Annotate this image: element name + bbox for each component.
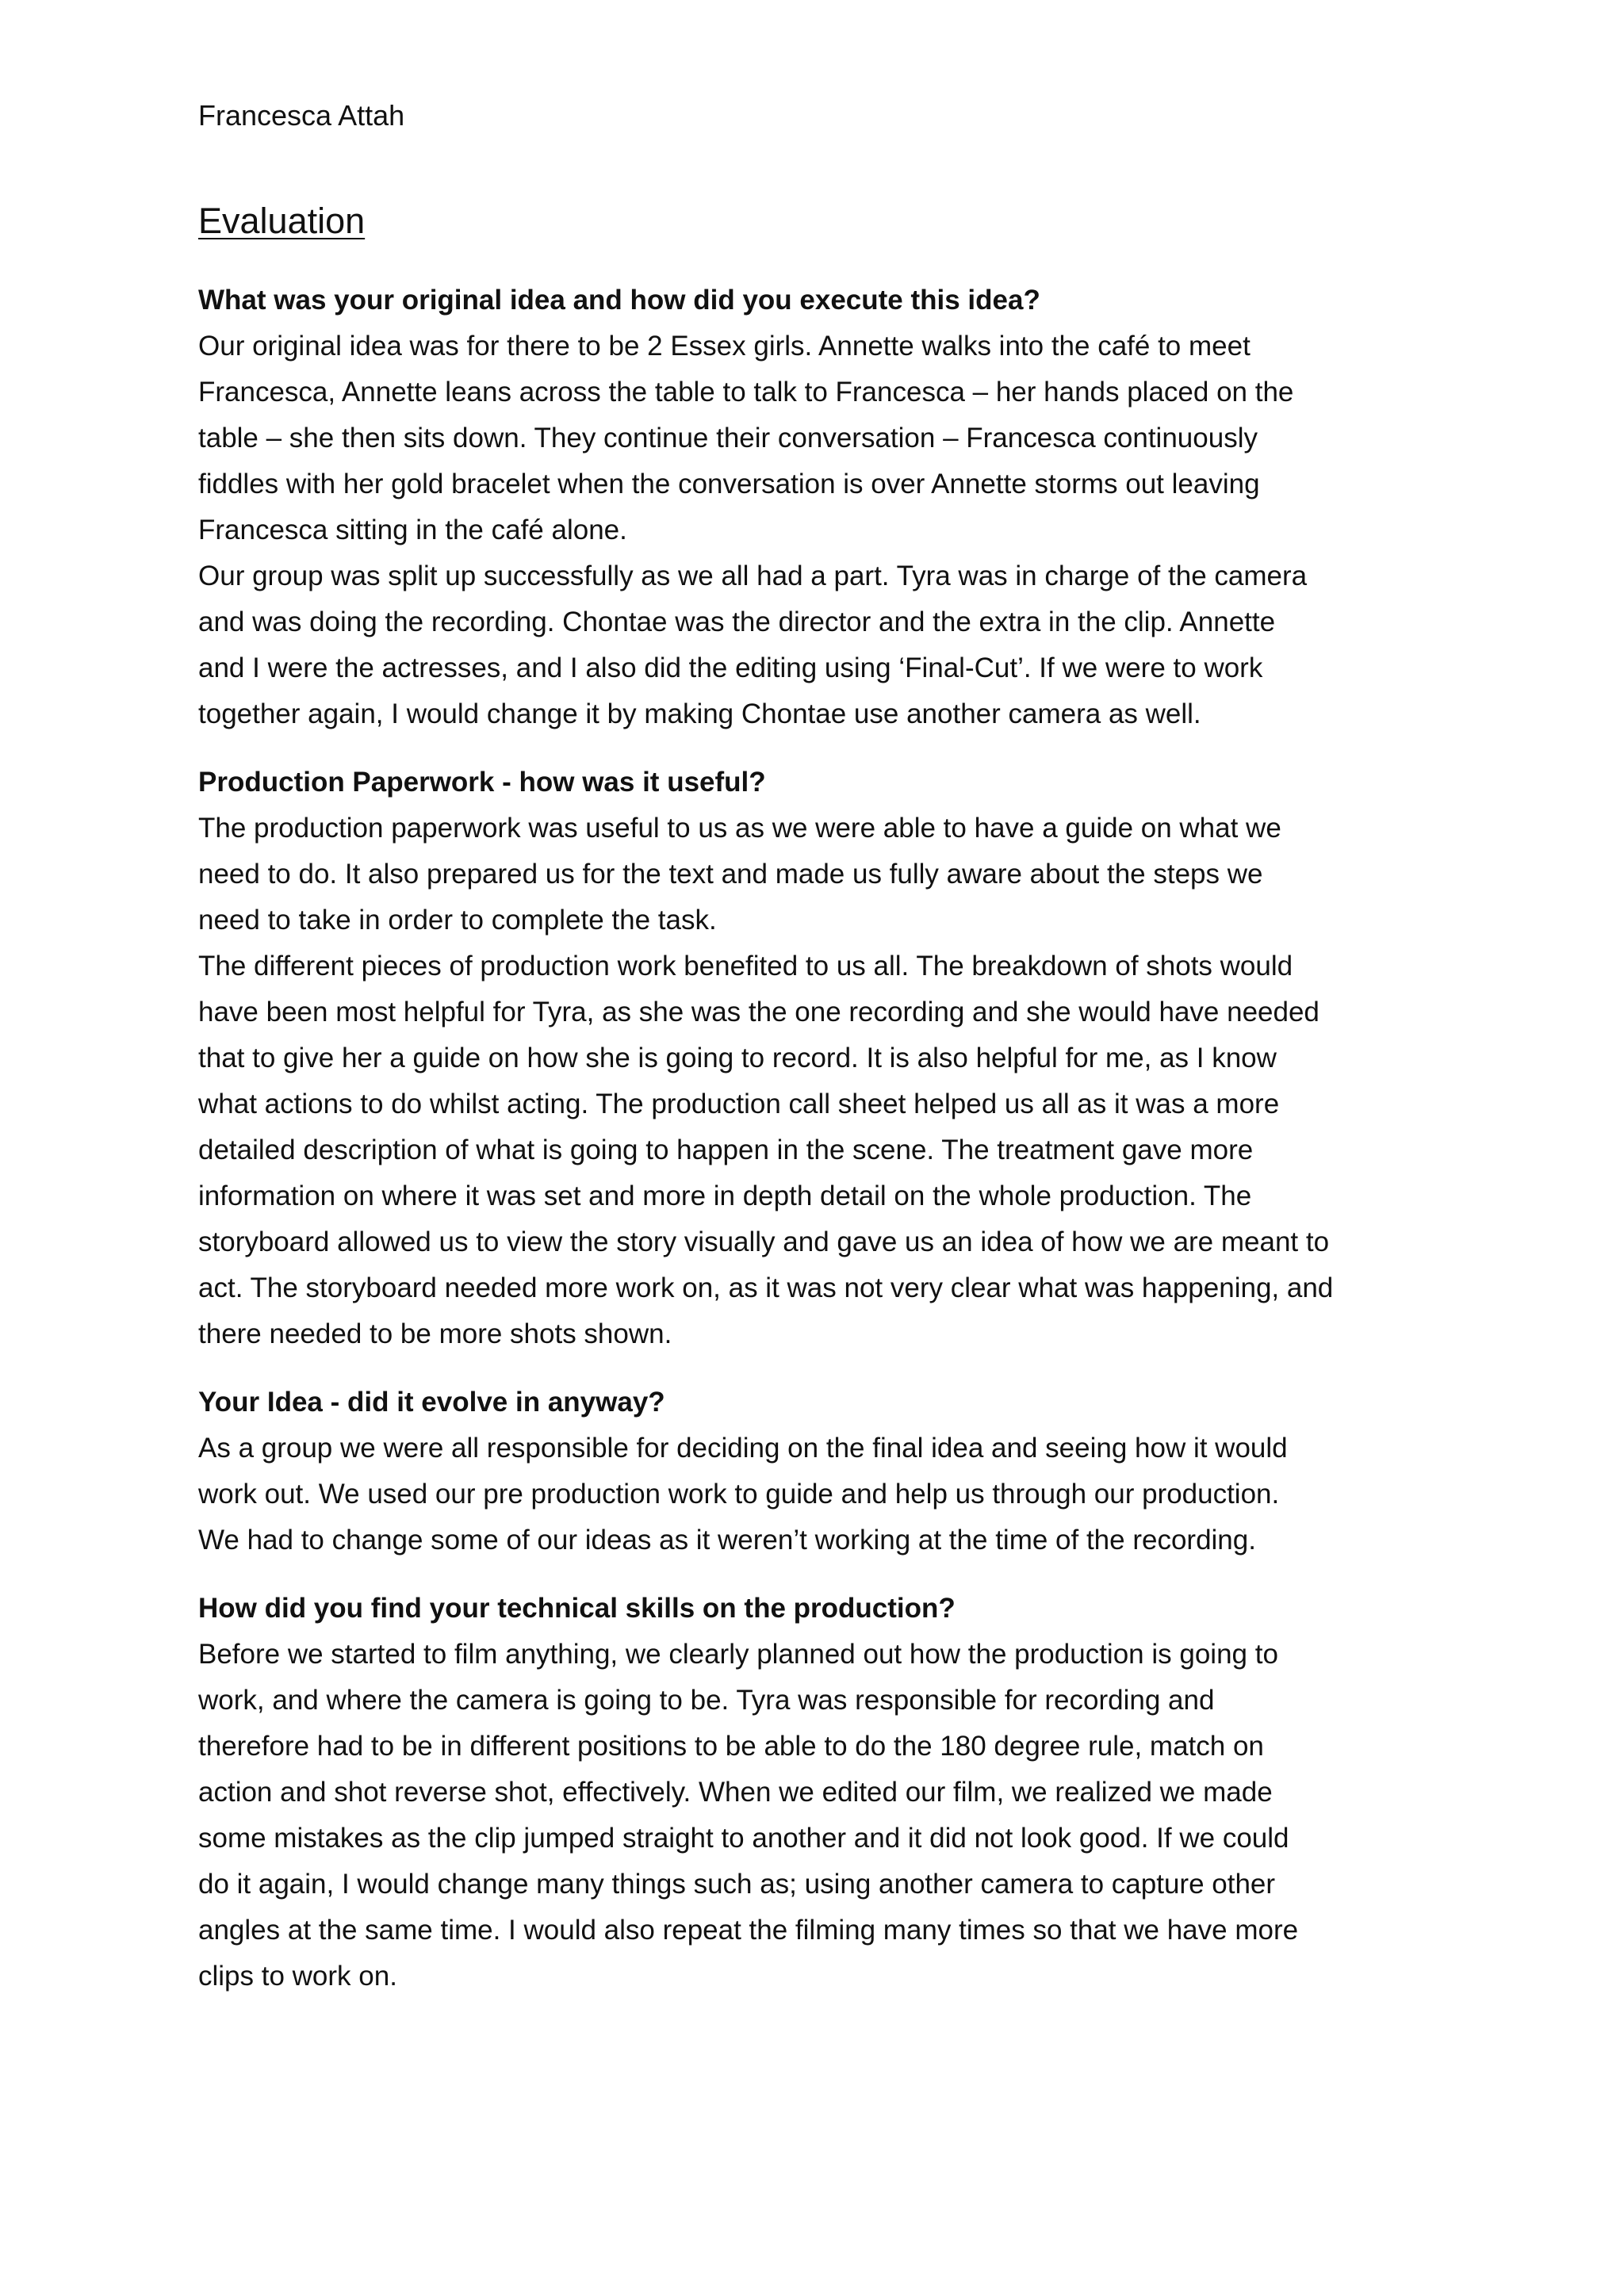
text-line: As a group we were all responsible for deciding on the final idea and seeing how it would: [198, 1433, 1288, 1464]
text-line: The production paperwork was useful to us as we were able to have a guide on what we: [198, 813, 1281, 844]
section-2: [198, 760, 1451, 1357]
author-name: Francesca Attah: [198, 99, 405, 132]
section-3: [198, 1380, 1451, 1563]
section-1: [198, 277, 1451, 737]
paragraph: [198, 943, 1451, 1357]
text-line: do it again, I would change many things such as; using another camera to capture other: [198, 1869, 1276, 1900]
text-line: work, and where the camera is going to be. Tyra was responsible for recording and: [198, 1685, 1215, 1716]
text-line: clips to work on.: [198, 1961, 397, 1992]
text-line: The different pieces of production work benefited to us all. The breakdown of shots would: [198, 951, 1293, 982]
text-line: Our original idea was for there to be 2 Essex girls. Annette walks into the café to meet: [198, 331, 1251, 362]
text-line: angles at the same time. I would also repeat the filming many times so that we have more: [198, 1915, 1299, 1946]
section-4: [198, 1586, 1451, 1999]
text-line: and I were the actresses, and I also did the editing using ‘Final-Cut’. If we were to work: [198, 652, 1263, 683]
text-line: action and shot reverse shot, effectively. When we edited our film, we realized we made: [198, 1777, 1273, 1808]
document-body: [198, 277, 1451, 2022]
text-line: some mistakes as the clip jumped straight to another and it did not look good. If we could: [198, 1823, 1289, 1854]
text-line: Francesca sitting in the café alone.: [198, 515, 627, 545]
text-line: information on where it was set and more in depth detail on the whole production. The: [198, 1181, 1252, 1211]
paragraph: [198, 1425, 1451, 1563]
text-line: have been most helpful for Tyra, as she was the one recording and she would have needed: [198, 997, 1320, 1027]
text-line: work out. We used our pre production work to guide and help us through our production.: [198, 1479, 1280, 1510]
text-line: therefore had to be in different positions to be able to do the 180 degree rule, match on: [198, 1731, 1264, 1762]
text-line: there needed to be more shots shown.: [198, 1318, 672, 1349]
paragraph: [198, 806, 1451, 943]
section-heading: Production Paperwork - how was it useful?: [198, 767, 766, 798]
document-title: Evaluation: [198, 201, 366, 241]
text-line: need to do. It also prepared us for the text and made us fully aware about the steps we: [198, 859, 1263, 890]
section-heading: What was your original idea and how did you execute this idea?: [198, 285, 1040, 316]
text-line: We had to change some of our ideas as it weren’t working at the time of the recording.: [198, 1525, 1256, 1556]
text-line: need to take in order to complete the task.: [198, 905, 717, 936]
text-line: storyboard allowed us to view the story visually and gave us an idea of how we are meant to: [198, 1226, 1330, 1257]
text-line: what actions to do whilst acting. The production call sheet helped us all as it was a more: [198, 1089, 1280, 1119]
text-line: table – she then sits down. They continue their conversation – Francesca continuously: [198, 423, 1258, 453]
text-line: fiddles with her gold bracelet when the conversation is over Annette storms out leaving: [198, 469, 1260, 499]
text-line: Before we started to film anything, we clearly planned out how the production is going to: [198, 1639, 1278, 1670]
section-heading: How did you find your technical skills on the production?: [198, 1593, 956, 1624]
paragraph: [198, 553, 1451, 737]
paragraph: [198, 323, 1451, 553]
paragraph: [198, 1632, 1451, 1999]
text-line: detailed description of what is going to happen in the scene. The treatment gave more: [198, 1135, 1254, 1165]
text-line: together again, I would change it by making Chontae use another camera as well.: [198, 698, 1201, 729]
section-heading: Your Idea - did it evolve in anyway?: [198, 1387, 665, 1418]
text-line: that to give her a guide on how she is going to record. It is also helpful for me, as I know: [198, 1043, 1277, 1073]
text-line: Francesca, Annette leans across the table to talk to Francesca – her hands placed on the: [198, 377, 1294, 408]
text-line: and was doing the recording. Chontae was the director and the extra in the clip. Annette: [198, 607, 1276, 637]
text-line: act. The storyboard needed more work on, as it was not very clear what was happening, and: [198, 1272, 1334, 1303]
text-line: Our group was split up successfully as we all had a part. Tyra was in charge of the camera: [198, 561, 1308, 591]
